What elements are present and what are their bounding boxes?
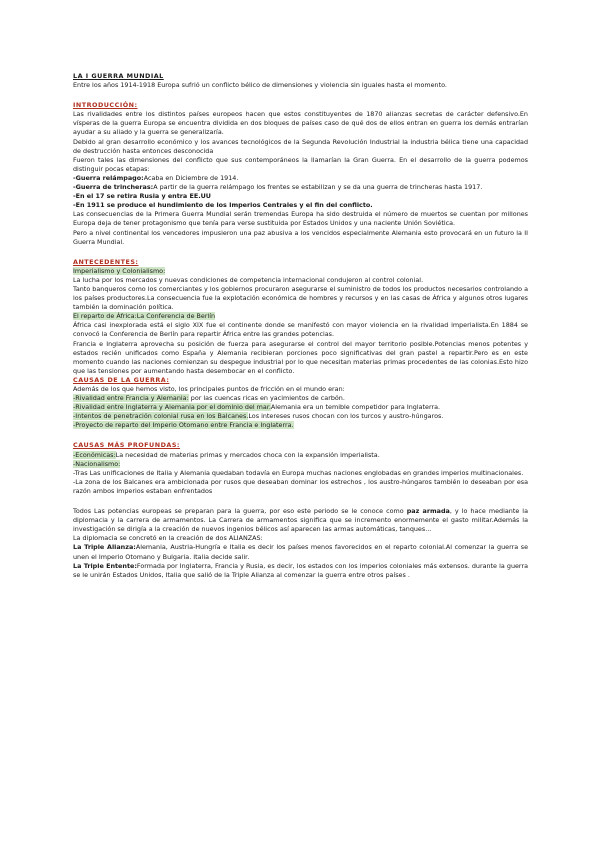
triple-entente-label: La Triple Entente:: [73, 561, 137, 570]
profundas-heading: CAUSAS MÁS PROFUNDAS:: [73, 441, 180, 450]
antecedentes-paragraph-3: África casi inexplorada está el siglo XIX fue el continente donde se manifestó con mayor violencia en la rivalidad imperialista.En 1884 se convocó la Conferencia de Berlín para repartir África entre las grandes potencias.: [73, 321, 528, 339]
triple-entente-text: Formada por Inglaterra, Francia y Rusia, es decir, los estados con los imperios coloniales más extensos. durante la guerra se le unirán Estados Unidos, Italia que salió de la Triple Alianza al comenzar la guerra entre otros países .: [73, 561, 528, 579]
etapa-relampago-label: -Guerra relámpago:: [73, 173, 144, 182]
etapa-relampago-text: Acaba en Diciembre de 1914.: [143, 173, 239, 182]
causa-balcanes: [73, 412, 528, 421]
imperialismo-subheading: [73, 267, 528, 276]
antecedentes-heading: ANTECEDENTES:: [73, 257, 139, 266]
introduccion-heading: INTRODUCCIÓN:: [73, 101, 138, 110]
africa-subheading: [73, 312, 528, 321]
causas-intro: Además de los que hemos visto, los principales puntos de fricción en el mundo eran:: [73, 385, 345, 393]
africa-subheading-text: El reparto de África:La Conferencia de Berlín: [73, 312, 216, 321]
diplomacia-line: La diplomacia se concretó en la creación de dos ALIANZAS:: [73, 534, 263, 543]
triple-entente: [73, 562, 528, 580]
imperialismo-subheading-text: Imperialismo y Colonialismo:: [73, 266, 166, 275]
antecedentes-paragraph-2: Tanto banqueros como los comerciantes y los gobiernos procuraron asegurarse el suministro de todos los productos necesarios controlando a los países productores.La consecuencia fue la explotación económica de hombres y recursos y en las casas de África y algunos otros lugares también la dominación política.: [73, 284, 528, 312]
paz-armada-text-c: , y lo hace mediante la diplomacia y la carrera de armamentos. La Carrera de armamentos significa que se incremento enormemente el gasto militar.Además la investigación se dirigía a la creación de nuevos ingenios bélicos así aparecen las armas automáticas, tanques...: [73, 507, 528, 534]
introduccion-paragraph-1: Las rivalidades entre los distintos países europeos hacen que estos constituyentes de 1870 alianzas secretas de carácter defensivo.En vísperas de la guerra Europa se encuentra dividida en dos bloques de países caso de qué dos de ellos entran en guerra los demás entrarían ayudar a su aliado y la guerra se generalizaría.: [73, 110, 528, 137]
causa-balcanes-text: Los intereses rusos chocan con los turcos y austro-húngaros.: [248, 412, 444, 421]
antecedentes-paragraph-4: Francia e Inglaterra aprovecha su posición de fuerza para asegurarse el control del mayor territorio posible.Potencias menos potentes y estados recién unificados como España y Alemania recibieran porciones poco significativas del gran pastel a repartir.Pero es en este momento cuando las naciones comienzan su despegue industrial por lo que necesitan materias primas procedentes de las colonias.Esto hizo que las tensiones por aumentando hasta desembocar en el conflicto.: [73, 339, 528, 375]
causa-economicas-label: -Económicas:: [73, 450, 116, 459]
nacionalismo-paragraph-2: -La zona de los Balcanes era ambicionada por rusos que deseaban dominar los estrechos , los austro-húngaros también lo deseaban por esa razón ambos imperios estaban enfrentados: [73, 477, 528, 495]
causas-heading: CAUSAS DE LA GUERRA:: [73, 375, 170, 384]
introduccion-paragraph-3: Fueron tales las dimensiones del conflicto que sus contemporáneos la llamarían la Gran Guerra. En el desarrollo de la guerra podemos distinguir pocas etapas:: [73, 155, 528, 173]
causa-nacionalismo-label: -Nacionalismo:: [73, 459, 121, 468]
nacionalismo-paragraph-1: -Tras Las unificaciones de Italia y Alemania quedaban todavía en Europa muchas naciones englobadas en grandes imperios multinacionales.: [73, 468, 524, 477]
etapa-trincheras: [73, 183, 528, 192]
etapa-hundimiento: -En 1911 se produce el hundimiento de los Imperios Centrales y el fin del conflicto.: [73, 201, 373, 210]
intro-line: Entre los años 1914-1918 Europa sufrió un conflicto bélico de dimensiones y violencia sin iguales hasta el momento.: [73, 81, 447, 90]
triple-alianza-label: La Triple Alianza:: [73, 543, 136, 552]
introduccion-paragraph-2: Debido al gran desarrollo económico y los avances tecnológicos de la Segunda Revolución Industrial la industria bélica tiene una capacidad de destrucción hasta entonces desconocida: [73, 137, 528, 155]
etapa-trincheras-text: A partir de la guerra relámpago los frentes se estabilizan y se da una guerra de trincheras hasta 1917.: [153, 183, 483, 192]
triple-alianza-text: Alemania, Austria-Hungría e Italia es decir los países menos favorecidos en el reparto colonial.Al comenzar la guerra se unen el Imperio Otomano y Bulgaria. Italia decide salir.: [73, 543, 528, 561]
causa-economicas: [73, 451, 528, 460]
causa-imperio-otomano-label: -Proyecto de reparto del Imperio Otomano entre Francia e Inglaterra.: [73, 421, 294, 430]
causa-inglaterra-alemania-text: Alemania era un temible competidor para Inglaterra.: [270, 403, 441, 412]
etapa-trincheras-label: -Guerra de trincheras:: [73, 183, 154, 192]
causa-economicas-text: La necesidad de materias primas y mercados choca con la expansión imperialista.: [115, 450, 380, 459]
causa-francia-alemania-label: -Rivalidad entre Francia y Alemania:: [73, 394, 189, 403]
introduccion-paragraph-5: Pero a nivel continental los vencedores impusieron una paz abusiva a los vencidos especialmente Alemania esto provocará en un futuro la II Guerra Mundial.: [73, 228, 528, 246]
document-title: LA I GUERRA MUNDIAL: [73, 72, 164, 80]
causa-inglaterra-alemania-label: -Rivalidad entre Inglaterra y Alemania por el dominio del mar.: [73, 403, 271, 412]
causa-inglaterra-alemania: [73, 403, 528, 412]
paz-armada-term: paz armada: [406, 507, 450, 516]
paz-armada-text-a: Todos Las potencias europeas se preparan para la guerra, por eso este periodo se le conoce como: [73, 507, 407, 516]
triple-alianza: [73, 543, 528, 561]
paz-armada-paragraph: [73, 507, 528, 534]
causa-imperio-otomano: [73, 421, 528, 430]
etapa-rusia: -En el 17 se retira Rusia y entra EE.UU: [73, 192, 212, 201]
antecedentes-paragraph-1: La lucha por los mercados y nuevas condiciones de competencia internacional condujeron al control colonial.: [73, 275, 424, 284]
introduccion-paragraph-4: Las consecuencias de la Primera Guerra Mundial serán tremendas Europa ha sido destruida el número de muertos se cuentan por millones Europa deja de tener protagonismo que tenía para verse sustituida por Estados Unidos y una naciente Unión Soviética.: [73, 210, 528, 228]
causa-francia-alemania-text: por las cuencas ricas en yacimientos de carbón.: [188, 394, 345, 403]
document-page: [73, 72, 528, 580]
causa-nacionalismo: [73, 460, 528, 469]
etapa-relampago: [73, 174, 528, 183]
causa-francia-alemania: [73, 394, 528, 403]
causa-balcanes-label: -Intentos de penetración colonial rusa en los Balcanes.: [73, 412, 249, 421]
